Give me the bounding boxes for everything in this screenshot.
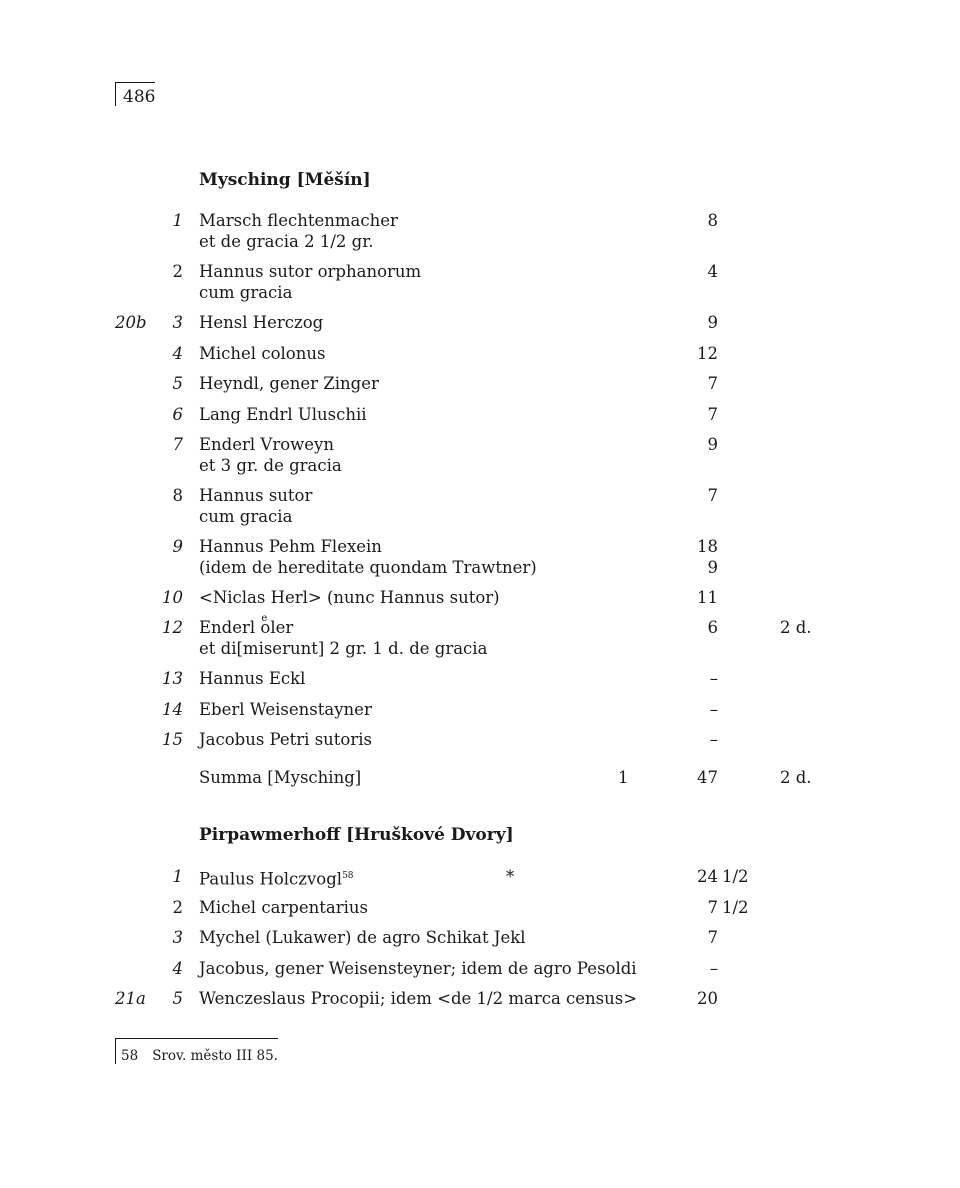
entry-value: 6 (707, 618, 718, 637)
entry-text: Hannus sutor orphanorum (199, 262, 422, 281)
entry-text: Hensl Herczog (199, 313, 324, 332)
page-number: 486 (115, 82, 155, 106)
entry-text: Lang Endrl Uluschii (199, 405, 367, 424)
entry-value: 7 (707, 486, 718, 505)
entry-value: 7 (707, 898, 718, 917)
entry-text: Enderl Vroweyn (199, 435, 334, 454)
footnote-marker: 58 (342, 871, 354, 881)
summa-value: 47 (697, 768, 718, 787)
entry-text-part: Paulus Holczvogl (199, 869, 343, 889)
entry-value: 9 (707, 435, 718, 454)
entry-value: 20 (697, 989, 718, 1008)
entry-text: Hannus sutor (199, 486, 313, 505)
row-number: 9 (172, 537, 183, 556)
entry-text (199, 866, 354, 890)
entry-text: Wenczeslaus Procopii; idem <de 1/2 marca census> (199, 989, 638, 1008)
entry-text: Michel colonus (199, 344, 326, 363)
entry-subtext: cum gracia (199, 507, 293, 526)
asterisk-mark: * (506, 867, 515, 886)
entry-value: – (709, 700, 718, 719)
entry-value: 7 (707, 928, 718, 947)
entry-value: 24 (697, 867, 718, 886)
entry-text: Heyndl, gener Zinger (199, 374, 379, 393)
folio-reference: 21a (115, 989, 146, 1008)
entry-value: – (709, 669, 718, 688)
entry-text-part: ler (270, 618, 294, 637)
folio-reference: 20b (115, 313, 147, 332)
entry-text: Hannus Eckl (199, 669, 306, 688)
entry-fraction: 1/2 (722, 867, 749, 886)
entry-subtext: (idem de hereditate quondam Trawtner) (199, 558, 537, 577)
entry-text: Marsch flechtenmacher (199, 211, 398, 230)
row-number: 15 (162, 730, 183, 749)
entry-text-ring-letter: e o (260, 618, 270, 637)
row-number: 5 (172, 374, 183, 393)
row-number: 7 (172, 435, 183, 454)
entry-subtext: et 3 gr. de gracia (199, 456, 342, 475)
entry-value: 7 (707, 374, 718, 393)
entry-denarii: 2 d. (780, 618, 812, 637)
entry-subtext: et de gracia 2 1/2 gr. (199, 232, 374, 251)
footnote-label: 58 (121, 1048, 139, 1064)
row-number: 3 (172, 313, 183, 332)
entry-subtext: et di[miserunt] 2 gr. 1 d. de gracia (199, 639, 488, 658)
entry-text: Mychel (Lukawer) de agro Schikat Jekl (199, 928, 526, 947)
entry-value: 4 (707, 262, 718, 281)
entry-value: 7 (707, 405, 718, 424)
footnote (115, 1038, 278, 1064)
row-number: 1 (172, 867, 183, 886)
entry-text: Hannus Pehm Flexein (199, 537, 382, 556)
section-title-mysching: Mysching [Měšín] (199, 170, 371, 190)
entry-fraction: 1/2 (722, 898, 749, 917)
row-number: 8 (172, 486, 183, 505)
entry-text: Michel carpentarius (199, 898, 368, 917)
entry-value: – (709, 959, 718, 978)
row-number: 5 (172, 989, 183, 1008)
row-number: 4 (172, 959, 183, 978)
footnote-text: Srov. město III 85. (152, 1048, 278, 1064)
entry-text: Jacobus, gener Weisensteyner; idem de agro Pesoldi (199, 959, 637, 978)
row-number: 2 (172, 262, 183, 281)
entry-value: 12 (697, 344, 718, 363)
row-number: 14 (162, 700, 183, 719)
row-number: 13 (162, 669, 183, 688)
row-number: 12 (162, 618, 183, 637)
section-title-pirpawmerhoff: Pirpawmerhoff [Hruškové Dvory] (199, 825, 514, 845)
entry-value: 11 (697, 588, 718, 607)
summa-marks: 1 (618, 768, 629, 787)
row-number: 2 (172, 898, 183, 917)
entry-value: – (709, 730, 718, 749)
entry-value-secondary: 9 (707, 558, 718, 577)
row-number: 10 (162, 588, 183, 607)
row-number: 1 (172, 211, 183, 230)
entry-text: Jacobus Petri sutoris (199, 730, 372, 749)
entry-text: Eberl Weisenstayner (199, 700, 372, 719)
entry-text (199, 617, 293, 638)
row-number: 4 (172, 344, 183, 363)
entry-text: <Niclas Herl> (nunc Hannus sutor) (199, 588, 500, 607)
entry-value: 9 (707, 313, 718, 332)
entry-text-part: Enderl (199, 618, 261, 637)
entry-value: 18 (697, 537, 718, 556)
summa-label: Summa [Mysching] (199, 768, 362, 787)
summa-denarii: 2 d. (780, 768, 812, 787)
entry-value: 8 (707, 211, 718, 230)
row-number: 6 (172, 405, 183, 424)
entry-subtext: cum gracia (199, 283, 293, 302)
row-number: 3 (172, 928, 183, 947)
